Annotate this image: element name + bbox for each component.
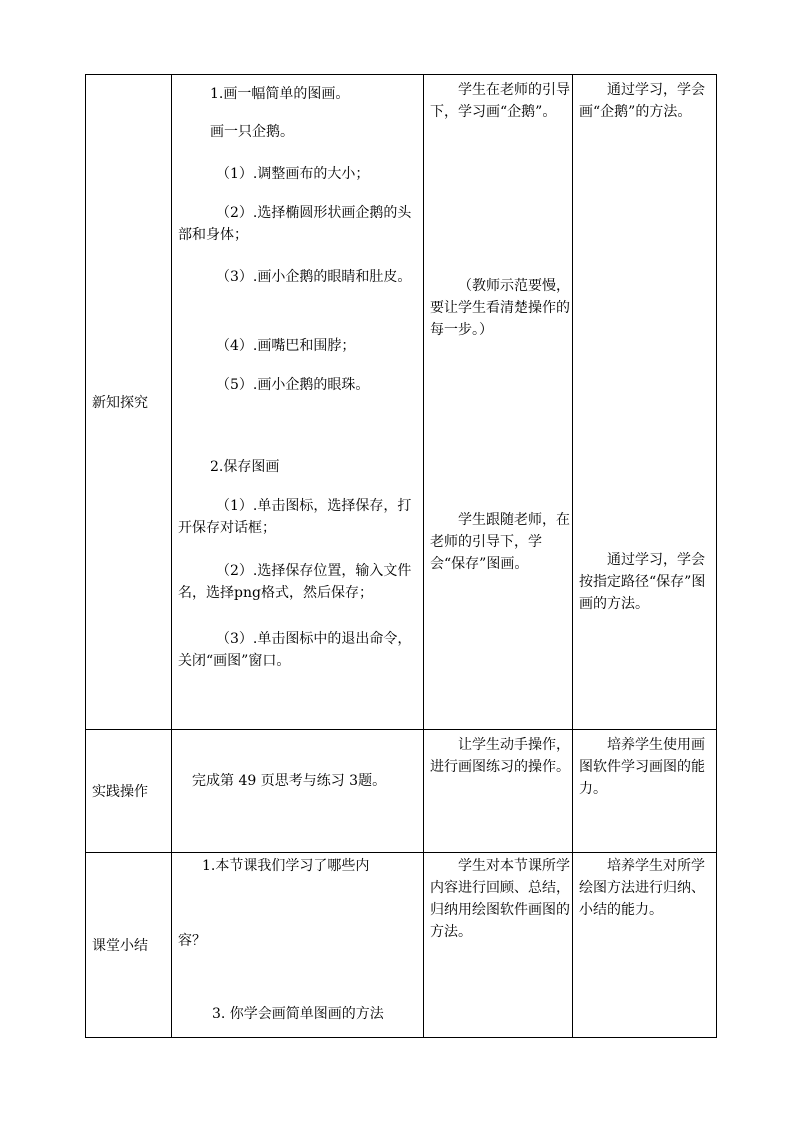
intent-text: 培养学生对所学绘图方法进行归纳、小结的能力。	[579, 858, 705, 918]
content-line: （2）.选择椭圆形状画企鹅的头部和身体；	[178, 205, 412, 243]
row-label: 课堂小结	[86, 853, 172, 1038]
row-label: 实践操作	[86, 730, 172, 853]
content-line: （3）.画小企鹅的眼睛和肚皮。	[216, 269, 412, 285]
design-intent-cell	[573, 853, 717, 1038]
student-activity-cell	[424, 730, 573, 853]
teaching-content-cell	[172, 853, 424, 1038]
teaching-content-cell	[172, 730, 424, 853]
table-row	[86, 853, 717, 1038]
table-row	[86, 75, 717, 730]
teaching-content-cell	[172, 75, 424, 730]
content-line: 2.保存图画	[210, 459, 280, 475]
table-row	[86, 730, 717, 853]
content-line: （1）.调整画布的大小；	[216, 166, 370, 182]
student-activity-cell	[424, 75, 573, 730]
intent-text: 通过学习，学会画“企鹅”的方法。	[579, 82, 705, 120]
student-text: 学生对本节课所学内容进行回顾、总结，归纳用绘图软件画图的方法。	[430, 858, 570, 940]
student-activity-cell	[424, 853, 573, 1038]
content-line: 1.画一幅简单的图画。	[210, 86, 350, 102]
student-text: （教师示范要慢，要让学生看清楚操作的每一步。）	[430, 278, 570, 338]
content-line: （4）.画嘴巴和围脖；	[216, 338, 356, 354]
content-line: （2）.选择保存位置，输入文件名，选择png格式，然后保存；	[178, 563, 412, 601]
row-label: 新知探究	[86, 75, 172, 730]
content-line: 完成第 49 页思考与练习 3题。	[192, 773, 387, 789]
student-text: 学生在老师的引导下，学习画“企鹅”。	[430, 82, 570, 120]
content-line: （3）.单击图标中的退出命令，关闭“画图”窗口。	[178, 631, 412, 669]
content-line: 1.本节课我们学习了哪些内	[202, 858, 370, 874]
content-line: （1）.单击图标，选择保存，打开保存对话框；	[178, 498, 412, 536]
student-text: 让学生动手操作，进行画图练习的操作。	[430, 737, 570, 775]
intent-text: 通过学习，学会按指定路径“保存”图画的方法。	[579, 552, 706, 612]
content-line: （5）.画小企鹅的眼珠。	[216, 377, 370, 393]
content-line: 容？	[178, 933, 206, 949]
student-text: 学生跟随老师，在老师的引导下，学会“保存”图画。	[430, 512, 570, 572]
design-intent-cell	[573, 75, 717, 730]
intent-text: 培养学生使用画图软件学习画图的能力。	[579, 737, 705, 797]
design-intent-cell	[573, 730, 717, 853]
lesson-plan-table	[85, 74, 717, 1038]
content-line: 画一只企鹅。	[210, 124, 294, 140]
content-line: 3. 你学会画简单图画的方法	[212, 1006, 384, 1022]
